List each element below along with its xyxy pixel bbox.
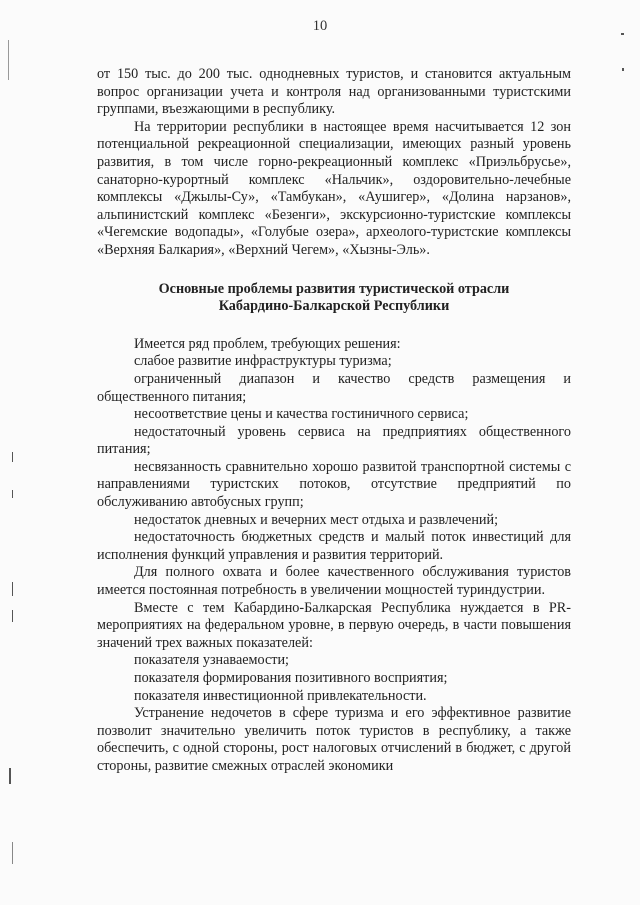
- scan-mark: [8, 40, 9, 80]
- section-heading-line: Основные проблемы развития туристической отрасли: [158, 280, 510, 297]
- list-item: показателя инвестиционной привлекательности.: [134, 687, 427, 704]
- scan-mark: [622, 68, 624, 71]
- scan-mark: [12, 452, 13, 462]
- scan-mark: [12, 610, 13, 622]
- list-item: недостаточность бюджетных средств и малый поток инвестиций для исполнения функций управления и развития территорий.: [97, 529, 571, 563]
- list-item: несвязанность сравнительно хорошо развитой транспортной системы с направлениями туристских потоков, отсутствие предприятий по обслуживанию автобусных групп;: [97, 458, 571, 511]
- list-item: показателя узнаваемости;: [134, 652, 289, 669]
- list-item: несоответствие цены и качества гостиничного сервиса;: [134, 406, 469, 423]
- scan-mark: [9, 768, 11, 784]
- section-heading-line: Кабардино-Балкарской Республики: [218, 298, 450, 315]
- paragraph: от 150 тыс. до 200 тыс. однодневных туристов, и становится актуальным вопрос организации учета и контроля над организованными туристскими группами, въезжающими в республику.: [97, 66, 571, 118]
- page-number: 10: [312, 18, 328, 34]
- list-item: ограниченный диапазон и качество средств размещения и общественного питания;: [97, 370, 571, 405]
- section-heading: [97, 281, 571, 316]
- scan-mark: [12, 490, 13, 498]
- paragraph: Устранение недочетов в сфере туризма и его эффективное развитие позволит значительно увеличить поток туристов в республику, а также обеспечить, с одной стороны, рост налоговых отчислений в бюджет, с другой стороны, развитие смежных отраслей экономики: [97, 705, 571, 774]
- scan-mark: [12, 582, 13, 596]
- scan-mark: [12, 842, 13, 864]
- list-item: слабое развитие инфраструктуры туризма;: [134, 353, 392, 370]
- list-item: показателя формирования позитивного восприятия;: [134, 670, 448, 686]
- list-item: недостаток дневных и вечерних мест отдыха и развлечений;: [134, 511, 499, 528]
- paragraph: Имеется ряд проблем, требующих решения:: [134, 335, 401, 352]
- paragraph: На территории республики в настоящее время насчитывается 12 зон потенциальной рекреационной специализации, имеющих разный уровень развития, в том числе горно-рекреационный комплекс «Приэльбрусье», санаторно-курортный комплекс «Нальчик», оздоровительно-лечебные комплексы «Джылы-Су», «Тамбукан», «Аушигер», «Долина нарзанов», альпинистский комплекс «Безенги», экскурсионно-туристские комплексы «Чегемские водопады», «Голубые озера», археолого-туристские комплексы «Верхняя Балкария», «Верхний Чегем», «Хызны-Эль».: [97, 118, 571, 258]
- list-item: недостаточный уровень сервиса на предприятиях общественного питания;: [97, 423, 571, 458]
- page-body: [97, 66, 571, 776]
- paragraph: Вместе с тем Кабардино-Балкарская Республика нуждается в PR-мероприятиях на федеральном уровне, в первую очередь, в части повышения значений трех важных показателей:: [97, 599, 571, 651]
- scan-mark: [621, 33, 624, 35]
- paragraph: Для полного охвата и более качественного обслуживания туристов имеется постоянная потребность в увеличении мощностей туриндустрии.: [97, 564, 571, 599]
